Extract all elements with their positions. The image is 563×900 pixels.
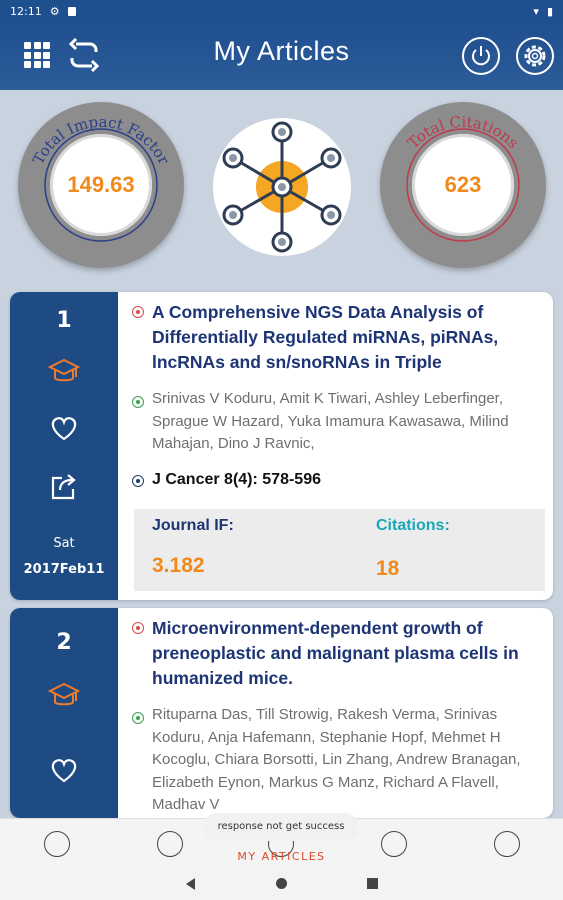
back-icon[interactable] — [186, 878, 195, 890]
system-nav-bar — [0, 868, 563, 900]
power-button[interactable] — [462, 37, 500, 75]
impact-factor-label: Total Impact Factor — [29, 112, 173, 168]
graduation-cap-icon[interactable] — [48, 680, 80, 712]
graduation-cap-icon[interactable] — [48, 356, 80, 388]
article-date: 2017Feb11 — [23, 562, 105, 577]
settings-status-icon: ⚙ — [49, 4, 60, 18]
share-icon[interactable] — [48, 470, 80, 502]
page-title: My Articles — [213, 36, 350, 66]
toast-message: response not get success — [203, 813, 359, 841]
article-card[interactable] — [10, 608, 553, 818]
title-bullet-icon — [132, 306, 144, 318]
article-index: 2 — [56, 630, 72, 655]
citations-value: 623 — [444, 172, 482, 197]
article-title[interactable]: Microenvironment-dependent growth of preneoplastic and malignant plasma cells in humanized mice. — [152, 618, 519, 688]
power-icon — [464, 39, 498, 73]
journal-if-value: 3.182 — [152, 554, 205, 577]
settings-button[interactable] — [516, 37, 554, 75]
sd-card-icon — [68, 7, 76, 16]
network-logo-icon — [213, 118, 351, 256]
status-time: 12:11 — [10, 4, 42, 18]
citations-label: Citations: — [376, 517, 450, 534]
article-authors: Rituparna Das, Till Strowig, Rakesh Verma, Srinivas Koduru, Anja Hafemann, Stephanie Hopf, Mehmet H Kocoglu, Chiara Borsotti, Lin Zhang, Andrew Branagan, Elizabeth Eynon, Markus G Manz, Richard A Flavell, Madhav V — [152, 706, 521, 813]
article-title[interactable]: A Comprehensive NGS Data Analysis of Differentially Regulated miRNAs, piRNAs, lncRNAs and sn/snoRNAs in Triple — [152, 302, 499, 372]
article-index: 1 — [56, 308, 72, 333]
authors-bullet-icon — [132, 712, 144, 724]
journal-if-label: Journal IF: — [152, 517, 234, 534]
citations-label: Total Citations — [403, 112, 523, 153]
citations-ring — [380, 102, 546, 268]
article-card[interactable] — [10, 292, 553, 600]
authors-bullet-icon — [132, 396, 144, 408]
article-journal: J Cancer 8(4): 578-596 — [152, 471, 321, 488]
home-button-icon[interactable] — [276, 878, 287, 889]
journal-bullet-icon — [132, 475, 144, 487]
nav-active-label: MY ARTICLES — [237, 850, 326, 863]
citations-value: 18 — [376, 557, 400, 580]
article-day: Sat — [53, 536, 75, 551]
article-sidebar — [10, 608, 118, 818]
gear-icon — [518, 39, 552, 73]
app-bar — [0, 22, 563, 90]
article-metrics — [134, 509, 545, 591]
title-bullet-icon — [132, 622, 144, 634]
article-sidebar — [10, 292, 118, 600]
heart-icon[interactable] — [48, 754, 80, 786]
wifi-icon: ▾ — [533, 4, 539, 18]
recents-icon[interactable] — [367, 878, 378, 889]
stats-panel — [0, 90, 563, 285]
impact-factor-value: 149.63 — [67, 172, 135, 197]
article-authors: Srinivas V Koduru, Amit K Tiwari, Ashley Leberfinger, Sprague W Hazard, Yuka Imamura Kawasawa, Milind Mahajan, Dino J Ravnic, — [152, 390, 509, 452]
impact-factor-ring — [18, 102, 184, 268]
battery-icon: ▮ — [546, 4, 553, 18]
network-logo — [213, 118, 351, 256]
status-bar — [0, 0, 563, 22]
heart-icon[interactable] — [48, 412, 80, 444]
